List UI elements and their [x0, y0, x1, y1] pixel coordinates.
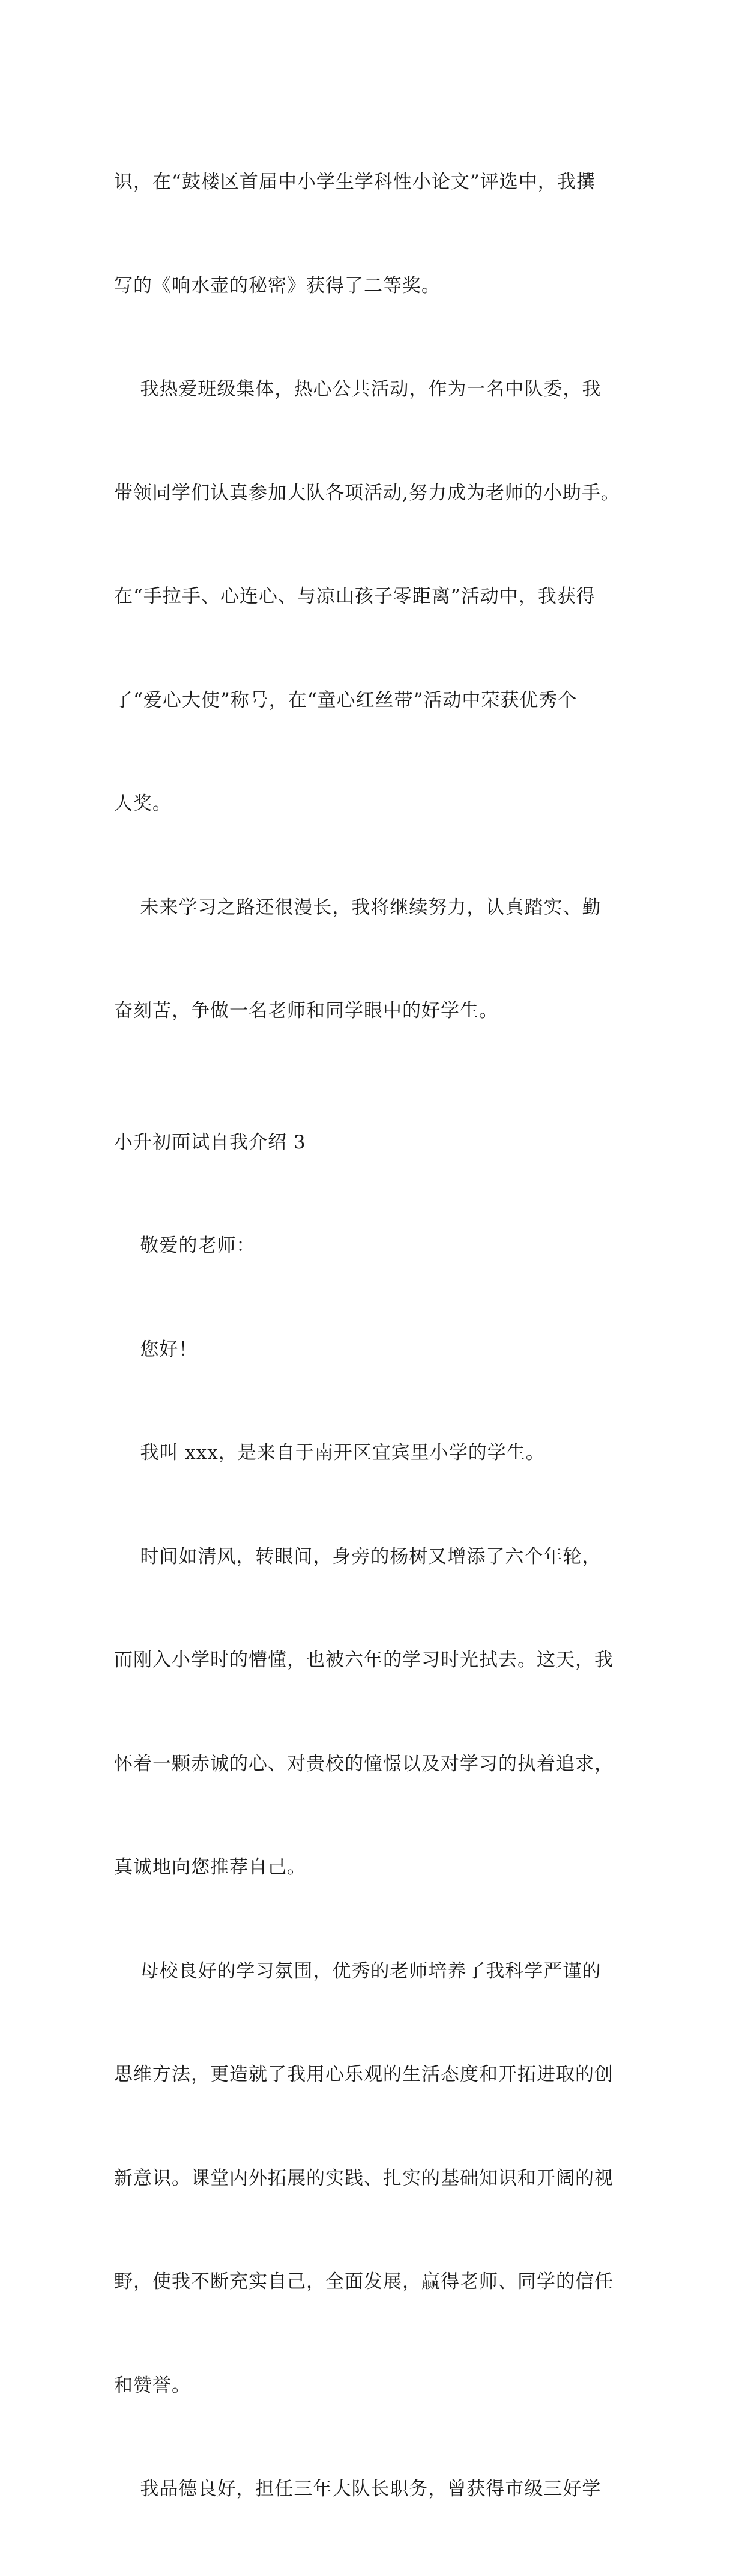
paragraph-block-2 — [114, 1160, 633, 2576]
text-line: 我品德良好，担任三年大队长职务，曾获得市级三好学 — [114, 2478, 602, 2500]
text-line: 母校良好的学习氛围，优秀的老师培养了我科学严谨的 — [114, 1960, 602, 1982]
text-line: 带领同学们认真参加大队各项活动,努力成为老师的小助手。 — [114, 482, 620, 504]
text-line: 识，在“鼓楼区首届中小学生学科性小论文”评选中，我撰 — [114, 171, 596, 193]
text-line: 我热爱班级集体，热心公共活动，作为一名中队委，我 — [114, 378, 602, 400]
text-line: 和赞誉。 — [114, 2374, 191, 2396]
document-page — [114, 96, 633, 2576]
text-line: 真诚地向您推荐自己。 — [114, 1856, 306, 1878]
text-line: 怀着一颗赤诚的心、对贵校的憧憬以及对学习的执着追求， — [114, 1753, 614, 1775]
section-gap — [114, 1098, 633, 1126]
text-line: 野，使我不断充实自己，全面发展，赢得老师、同学的信任 — [114, 2271, 614, 2293]
text-line: 我叫 xxx，是来自于南开区宜宾里小学的学生。 — [114, 1442, 545, 1464]
paragraph-block-1 — [114, 96, 633, 1098]
section-title: 小升初面试自我介绍 3 — [114, 1131, 306, 1153]
text-line: 敬爱的老师： — [114, 1235, 256, 1256]
text-line: 写的《响水壶的秘密》获得了二等奖。 — [114, 274, 441, 297]
text-line: 人奖。 — [114, 793, 172, 814]
text-line: 而刚入小学时的懵懂，也被六年的学习时光拭去。这天，我 — [114, 1649, 614, 1671]
text-line: 思维方法，更造就了我用心乐观的生活态度和开拓进取的创 — [114, 2064, 614, 2085]
text-line: 时间如清风，转眼间，身旁的杨树又增添了六个年轮， — [114, 1545, 602, 1568]
text-line: 在“手拉手、心连心、与凉山孩子零距离”活动中，我获得 — [114, 586, 596, 607]
text-line: 新意识。课堂内外拓展的实践、扎实的基础知识和开阔的视 — [114, 2167, 614, 2189]
text-line: 奋刻苦，争做一名老师和同学眼中的好学生。 — [114, 1000, 498, 1022]
text-line: 未来学习之路还很漫长，我将继续努力，认真踏实、勤 — [114, 896, 602, 918]
text-line: 您好！ — [114, 1338, 198, 1360]
text-line: 了“爱心大使”称号，在“童心红丝带”活动中荣获优秀个 — [114, 689, 578, 711]
